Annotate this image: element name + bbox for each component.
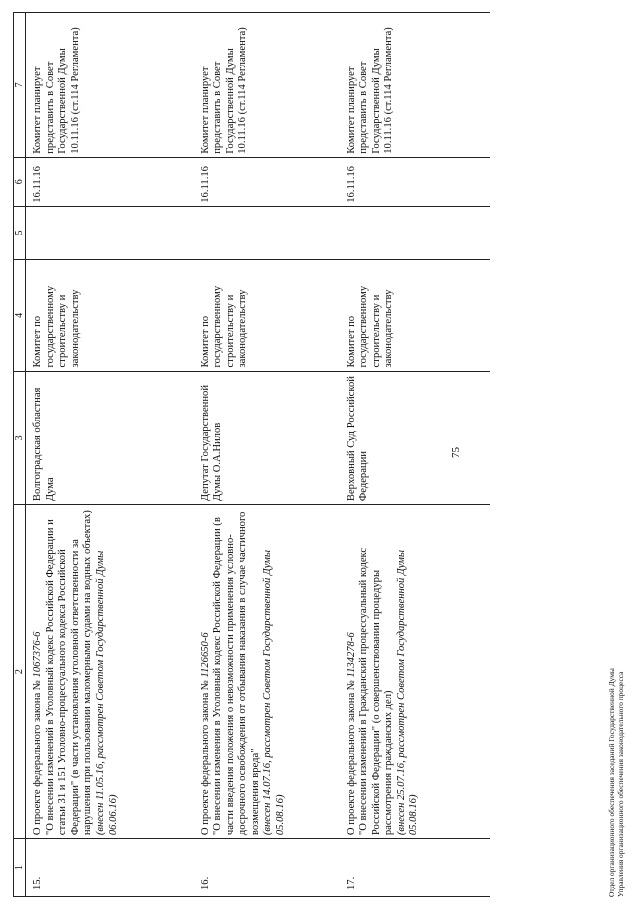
bill-introduced: (внесен 25.07.16, рассмотрен Советом Государственной Думы 05.08.16): [395, 549, 420, 836]
bill-number: 1126650-6: [199, 632, 211, 678]
date-cell: 16.11.16: [26, 157, 194, 206]
table-row: [340, 13, 490, 897]
bill-title-prefix: О проекте федерального закона №: [32, 677, 43, 836]
bills-table: [13, 12, 490, 897]
column-header: 6: [14, 157, 26, 206]
bill-description: "О внесении изменений в Уголовный кодекс Российской Федерации и статьи 31 и 151 Уголовно-процессуального кодекса Российской Федерации" (в части установления уголовной ответственности за нарушения при пользовании маломерными судами на водных объектах): [44, 510, 94, 836]
initiator-cell: Верховный Суд Российской Федерации: [340, 371, 490, 505]
row-number: 17.: [340, 839, 490, 897]
column-5-cell: [194, 206, 340, 259]
bill-title-cell: [26, 505, 194, 839]
note-cell: Комитет планирует представить в Совет Государственной Думы 10.11.16 (ст.114 Регламента): [26, 13, 194, 158]
date-cell: 16.11.16: [340, 157, 490, 206]
row-number: 15.: [26, 839, 194, 897]
initiator-cell: Депутат Государственной Думы О.А.Нилов: [194, 371, 340, 505]
column-header: 4: [14, 260, 26, 371]
note-cell: Комитет планирует представить в Совет Государственной Думы 10.11.16 (ст.114 Регламента): [194, 13, 340, 158]
note-cell: Комитет планирует представить в Совет Государственной Думы 10.11.16 (ст.114 Регламента): [340, 13, 490, 158]
page-footer: [607, 668, 625, 897]
column-5-cell: [26, 206, 194, 259]
committee-cell: Комитет по государственному строительству и законодательству: [194, 260, 340, 371]
column-5-cell: [340, 206, 490, 259]
bill-introduced: (внесен 14.07.16, рассмотрен Советом Государственной Думы 05.08.16): [262, 549, 287, 836]
bill-title-prefix: О проекте федерального закона №: [199, 677, 211, 836]
table-header-row: [14, 13, 26, 897]
table-row: [194, 13, 340, 897]
bill-description: "О внесении изменений в Гражданский процессуальный кодекс Российской Федерации" (о совершенствовании процедуры рассмотрения гражданских дел): [358, 547, 395, 836]
bill-title-cell: [194, 505, 340, 839]
page-number: 75: [450, 447, 462, 458]
footer-line: Отдел организационного обеспечения заседаний Государственной Думы: [607, 668, 616, 897]
bill-description: "О внесении изменения в Уголовный кодекс Российской Федерации (в части введения положения о невозможности применения условно-досрочного освобождения от отбывания наказания в случае частичного возмещения вреда": [212, 511, 261, 836]
bill-number: 1067376-6: [32, 631, 43, 678]
column-header: 7: [14, 13, 26, 158]
committee-cell: Комитет по государственному строительству и законодательству: [26, 260, 194, 371]
footer-line: Управления организационного обеспечения законодательного процесса: [616, 671, 625, 897]
date-cell: 16.11.16: [194, 157, 340, 206]
column-header: 1: [14, 839, 26, 897]
bill-title-prefix: О проекте федерального закона №: [345, 677, 357, 836]
column-header: 2: [14, 505, 26, 839]
bill-number: 1134278-6: [345, 632, 357, 678]
initiator-cell: Волгоградская областная Дума: [26, 371, 194, 505]
committee-cell: Комитет по государственному строительству и законодательству: [340, 260, 490, 371]
table-row: [26, 13, 194, 897]
column-header: 5: [14, 206, 26, 259]
row-number: 16.: [194, 839, 340, 897]
bill-introduced: (внесен 11.05.16, рассмотрен Советом Государственной Думы 06.06.16): [94, 550, 119, 836]
column-header: 3: [14, 371, 26, 505]
bill-title-cell: [340, 505, 490, 839]
